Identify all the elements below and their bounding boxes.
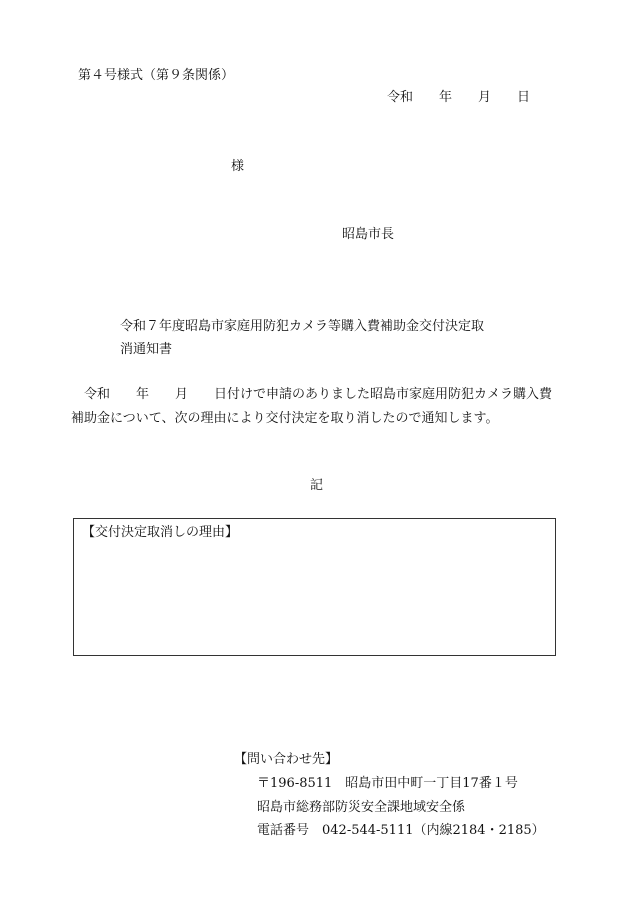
document-title-line-2: 消通知書: [120, 342, 173, 357]
date-line: 令和 年 月 日: [387, 90, 531, 105]
contact-address: 〒196-8511 昭島市田中町一丁目17番１号: [257, 776, 518, 791]
contact-department: 昭島市総務部防災安全課地域安全係: [257, 800, 466, 815]
reason-box-label: 【交付決定取消しの理由】: [82, 525, 239, 540]
reason-box: [73, 518, 556, 656]
form-number: 第４号様式（第９条関係）: [78, 68, 235, 83]
sender-name: 昭島市長: [342, 227, 395, 242]
contact-phone: 電話番号 042-544-5111（内線2184・2185）: [257, 823, 545, 838]
document-title-line-1: 令和７年度昭島市家庭用防犯カメラ等購入費補助金交付決定取: [120, 319, 485, 334]
ki-heading: 記: [310, 478, 324, 493]
contact-heading: 【問い合わせ先】: [234, 752, 339, 767]
addressee-suffix: 様: [231, 159, 245, 174]
body-paragraph: 令和 年 月 日付けで申請のありました昭島市家庭用防犯カメラ購入費補助金について、次の理由により交付決定を取り消したので通知します。: [71, 387, 553, 426]
